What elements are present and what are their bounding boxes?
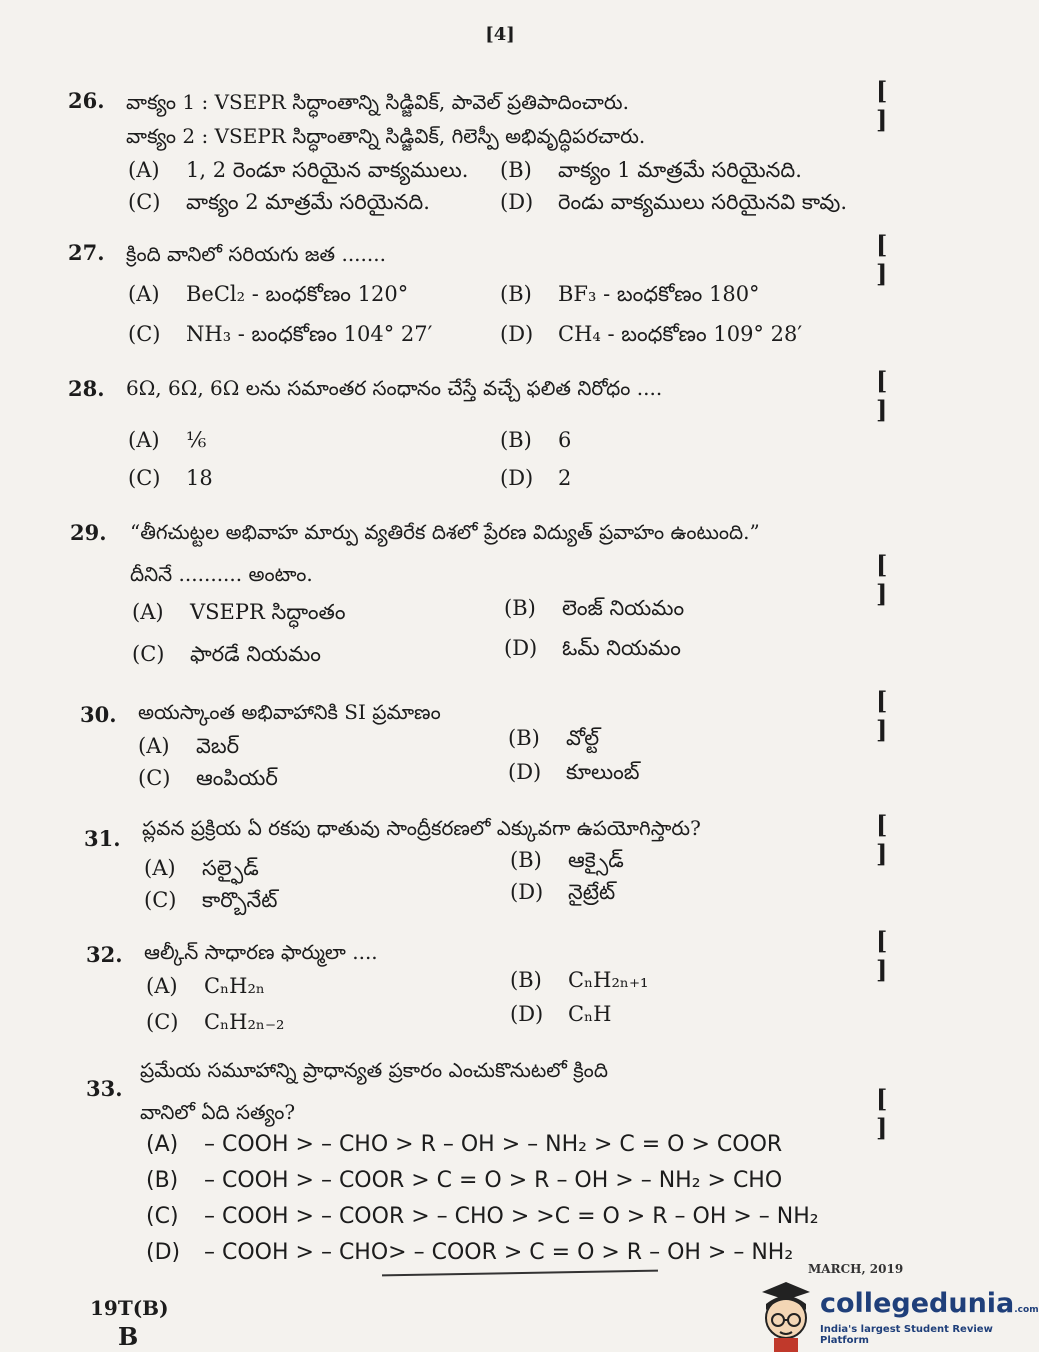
answer-bracket: [ ] [876, 1084, 934, 1142]
option-d: (D) రెండు వాక్యములు సరియైనవి కావు. [500, 190, 848, 214]
option-a: (A) సల్ఫైడ్ [144, 856, 259, 880]
question-text-line-1: ప్లవన ప్రక్రియ ఏ రకపు ధాతువు సాంద్రీకరణలో ఎక్కువగా ఉపయోగిస్తారు? [142, 816, 701, 840]
question-text-line-1: ఆల్కీన్ సాధారణ ఫార్ములా .... [144, 940, 378, 964]
question-text-line-2: వానిలో ఏది సత్యం? [140, 1100, 296, 1124]
brand-tagline: India's largest Student Review Platform [820, 1324, 993, 1346]
option-b: (B) CₙH₂ₙ₊₁ [510, 968, 649, 992]
option-a: (A) BeCl₂ - బంధకోణం 120° [128, 282, 409, 306]
option-a: (A) VSEPR సిద్ధాంతం [132, 600, 346, 624]
page-number: [4] [485, 24, 515, 45]
question-number: 33. [86, 1076, 123, 1101]
question-number: 29. [70, 520, 107, 545]
question-text-line-1: క్రింది వానిలో సరియగు జత ....... [126, 242, 386, 266]
option-c: (C) 18 [128, 466, 213, 490]
paper-series: B [118, 1322, 139, 1351]
option-c: (C) – COOH > – COOR > – CHO > >C = O > R – OH > – NH₂ [146, 1204, 819, 1229]
footer-corner-text: MARCH, 2019 [808, 1262, 904, 1276]
option-a: (A) వెబర్ [138, 734, 240, 758]
option-b: (B) 6 [500, 428, 572, 452]
option-a: (A) CₙH₂ₙ [146, 974, 265, 998]
paper-code: 19T(B) [90, 1296, 169, 1320]
option-d: (D) నైట్రేట్ [510, 880, 616, 904]
option-d: (D) కూలుంబ్ [508, 760, 640, 784]
option-d: (D) CₙH [510, 1002, 612, 1026]
option-a: (A) – COOH > – CHO > R – OH > – NH₂ > C = O > COOR [146, 1132, 783, 1157]
question-number: 31. [84, 826, 121, 851]
option-d: (D) CH₄ - బంధకోణం 109° 28′ [500, 322, 803, 346]
answer-bracket: [ ] [876, 926, 934, 984]
answer-bracket: [ ] [876, 76, 934, 134]
option-b: (B) – COOH > – COOR > C = O > R – OH > – NH₂ > CHO [146, 1168, 783, 1193]
option-c: (C) కార్బొనేట్ [144, 888, 278, 912]
question-number: 28. [68, 376, 105, 401]
option-a: (A) 1, 2 రెండూ సరియైన వాక్యములు. [128, 158, 469, 182]
option-b: (B) వాక్యం 1 మాత్రమే సరియైనది. [500, 158, 802, 182]
answer-bracket: [ ] [876, 810, 934, 868]
question-number: 30. [80, 702, 117, 727]
option-c: (C) CₙH₂ₙ₋₂ [146, 1010, 285, 1034]
option-d: (D) ఓమ్ నియమం [504, 636, 681, 660]
question-text-line-1: 6Ω, 6Ω, 6Ω లను సమాంతర సంధానం చేస్తే వచ్చే ఫలిత నిరోధం .... [126, 376, 663, 400]
question-number: 26. [68, 88, 105, 113]
question-number: 27. [68, 240, 105, 265]
student-mascot-icon [752, 1278, 816, 1352]
option-b: (B) BF₃ - బంధకోణం 180° [500, 282, 760, 306]
option-d: (D) – COOH > – CHO> – COOR > C = O > R – OH > – NH₂ [146, 1240, 794, 1265]
brand-suffix: .com [1014, 1305, 1039, 1315]
option-a: (A) ⅙ [128, 428, 207, 452]
option-c: (C) ఫారడే నియమం [132, 642, 321, 666]
option-b: (B) ఆక్సైడ్ [510, 848, 624, 872]
option-b: (B) వోల్ట్ [508, 726, 600, 750]
option-d: (D) 2 [500, 466, 572, 490]
answer-bracket: [ ] [876, 686, 934, 744]
option-c: (C) ఆంపియర్ [138, 766, 278, 790]
question-text-line-1: వాక్యం 1 : VSEPR సిద్ధాంతాన్ని సిడ్జివిక్, పావెల్ ప్రతిపాదించారు. [126, 90, 629, 114]
collegedunia-watermark [752, 1278, 1039, 1352]
option-c: (C) NH₃ - బంధకోణం 104° 27′ [128, 322, 433, 346]
question-text-line-2: వాక్యం 2 : VSEPR సిద్ధాంతాన్ని సిడ్జివిక్, గిలెస్పీ అభివృద్ధిపరచారు. [126, 124, 646, 148]
option-b: (B) లెంజ్ నియమం [504, 596, 685, 620]
question-text-line-1: ప్రమేయ సమూహాన్ని ప్రాధాన్యత ప్రకారం ఎంచుకొనుటలో క్రింది [140, 1058, 608, 1082]
option-c: (C) వాక్యం 2 మాత్రమే సరియైనది. [128, 190, 430, 214]
question-text-line-1: అయస్కాంత అభివాహానికి SI ప్రమాణం [138, 700, 441, 724]
answer-bracket: [ ] [876, 550, 934, 608]
answer-bracket: [ ] [876, 230, 934, 288]
footer-divider [382, 1270, 658, 1277]
question-text-line-2: దీనినే .......... అంటాం. [130, 562, 313, 586]
brand-name: collegedunia.com [820, 1288, 1039, 1319]
answer-bracket: [ ] [876, 366, 934, 424]
question-text-line-1: “తీగచుట్టల అభివాహ మార్పు వ్యతిరేక దిశలో ప్రేరణ విద్యుత్ ప్రవాహం ఉంటుంది.” [130, 520, 760, 544]
question-number: 32. [86, 942, 123, 967]
